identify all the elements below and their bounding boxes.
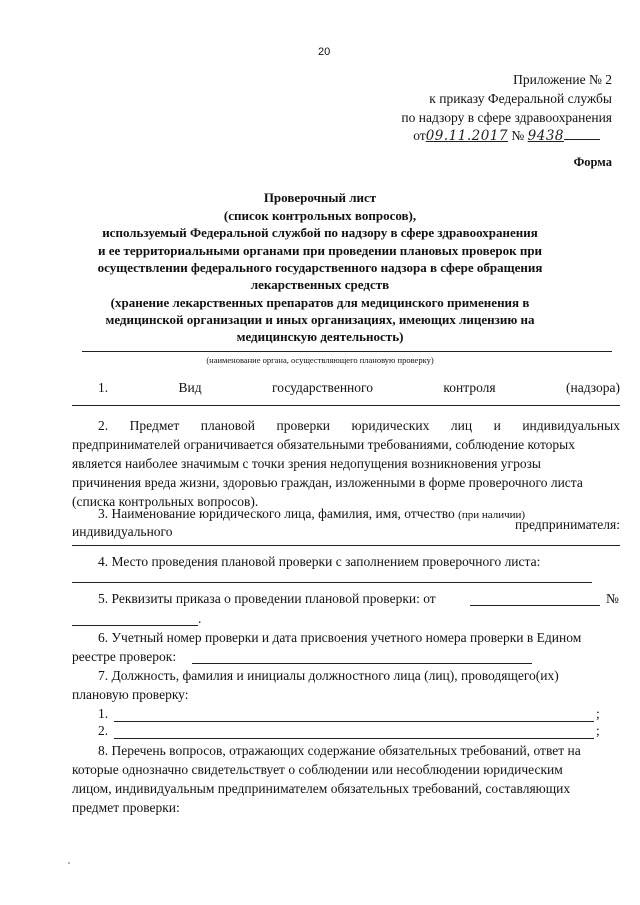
item-5-num-sign: № bbox=[606, 591, 619, 606]
title-line-9: медицинскую деятельность) bbox=[236, 329, 404, 344]
item-3-note: (при наличии) bbox=[458, 509, 526, 521]
item-1 bbox=[98, 380, 620, 396]
item-6-field-line bbox=[192, 663, 532, 664]
item-2-word: лиц bbox=[450, 418, 473, 433]
title-line-4: и ее территориальными органами при проведении плановых проверок при bbox=[97, 243, 543, 258]
handwritten-number: 9438 bbox=[527, 128, 564, 144]
item-7-line-2: плановую проверку: bbox=[72, 687, 189, 702]
item-5-date-field bbox=[470, 605, 600, 606]
item-1-word: контроля bbox=[443, 380, 496, 395]
appendix-line-2: к приказу Федеральной службы bbox=[429, 91, 612, 106]
item-2-line-1 bbox=[98, 418, 620, 434]
item-2-word: Предмет bbox=[129, 418, 180, 433]
item-3-text: 3. Наименование юридического лица, фамилия, имя, отчество bbox=[98, 506, 455, 521]
number-prefix: № bbox=[511, 128, 525, 143]
item-7-sub-2-field bbox=[114, 738, 594, 739]
item-2-word: проверки bbox=[276, 418, 331, 433]
item-7-sub-2-semicolon: ; bbox=[596, 723, 600, 738]
item-5-end: . bbox=[198, 611, 202, 626]
title-line-8: медицинской организации и иных организациях, имеющих лицензию на bbox=[105, 312, 535, 327]
page-number: 20 bbox=[318, 46, 331, 58]
item-3-line-1 bbox=[98, 506, 525, 522]
appendix-line-3: по надзору в сфере здравоохранения bbox=[401, 110, 612, 125]
item-2-line-5: (списка контрольных вопросов). bbox=[72, 494, 259, 509]
item-1-word: (надзора) bbox=[566, 380, 620, 395]
org-name-field-line bbox=[82, 351, 612, 352]
title-line-1: Проверочный лист bbox=[263, 190, 377, 205]
item-1-field-line bbox=[72, 405, 620, 406]
title-line-2: (список контрольных вопросов), bbox=[223, 208, 417, 223]
item-2-word: плановой bbox=[200, 418, 255, 433]
item-2-word: индивидуальных bbox=[522, 418, 620, 433]
title-line-6: лекарственных средств bbox=[250, 277, 390, 292]
item-7-sub-1-semicolon: ; bbox=[596, 706, 600, 721]
item-8-line-4: предмет проверки: bbox=[72, 800, 180, 815]
date-prefix: от bbox=[413, 128, 426, 143]
item-3-left: индивидуального bbox=[72, 524, 173, 539]
handwritten-date: 09.11.2017 bbox=[425, 128, 508, 144]
item-4: 4. Место проведения плановой проверки с заполнением проверочного листа: bbox=[98, 554, 541, 569]
item-7-line-1: 7. Должность, фамилия и инициалы должностного лица (лиц), проводящего(их) bbox=[98, 668, 559, 683]
item-2-word: и bbox=[493, 418, 501, 433]
item-5-number-field bbox=[72, 625, 198, 626]
appendix-line-1: Приложение № 2 bbox=[513, 72, 612, 87]
appendix-date-line bbox=[413, 128, 600, 144]
title-line-7: (хранение лекарственных препаратов для медицинского применения в bbox=[110, 295, 530, 310]
item-7-sub-1-number: 1. bbox=[98, 706, 109, 721]
item-1-number: 1. bbox=[98, 380, 109, 395]
item-8-line-3: лицом, индивидуальным предпринимателем обязательных требований, составляющих bbox=[72, 781, 571, 796]
item-2-line-4: причинения вреда жизни, здоровью граждан, изложенными в форме проверочного листа bbox=[72, 475, 583, 490]
item-1-word: Вид bbox=[178, 380, 202, 395]
item-7-sub-2-number: 2. bbox=[98, 723, 109, 738]
item-3-right: предпринимателя: bbox=[515, 517, 620, 532]
item-7-sub-1-field bbox=[114, 721, 594, 722]
item-1-word: государственного bbox=[272, 380, 373, 395]
item-2-word: юридических bbox=[351, 418, 430, 433]
item-2-line-3: является наиболее значимым с точки зрения недопущения возникновения угрозы bbox=[72, 456, 541, 471]
item-6-line-2: реестре проверок: bbox=[72, 649, 177, 664]
item-8-line-2: которые однозначно свидетельствует о соблюдении или несоблюдении юридическим bbox=[72, 762, 563, 777]
scan-speck bbox=[68, 862, 70, 864]
org-caption: (наименование органа, осуществляющего плановую проверку) bbox=[206, 355, 434, 365]
form-label: Форма bbox=[573, 155, 612, 169]
item-8-line-1: 8. Перечень вопросов, отражающих содержание обязательных требований, ответ на bbox=[98, 743, 581, 758]
item-6-line-1: 6. Учетный номер проверки и дата присвоения учетного номера проверки в Едином bbox=[98, 630, 582, 645]
title-line-5: осуществлении федерального государственного надзора в сфере обращения bbox=[97, 260, 543, 275]
item-3-field-line bbox=[72, 545, 620, 546]
item-4-field-line bbox=[72, 582, 592, 583]
item-5-text: 5. Реквизиты приказа о проведении плановой проверки: от bbox=[98, 591, 436, 606]
item-2-line-2: предпринимателей ограничивается обязательными требованиями, соблюдение которых bbox=[72, 437, 575, 452]
item-2-word: 2. bbox=[98, 418, 109, 433]
title-line-3: используемый Федеральной службой по надзору в сфере здравоохранения bbox=[102, 225, 538, 240]
